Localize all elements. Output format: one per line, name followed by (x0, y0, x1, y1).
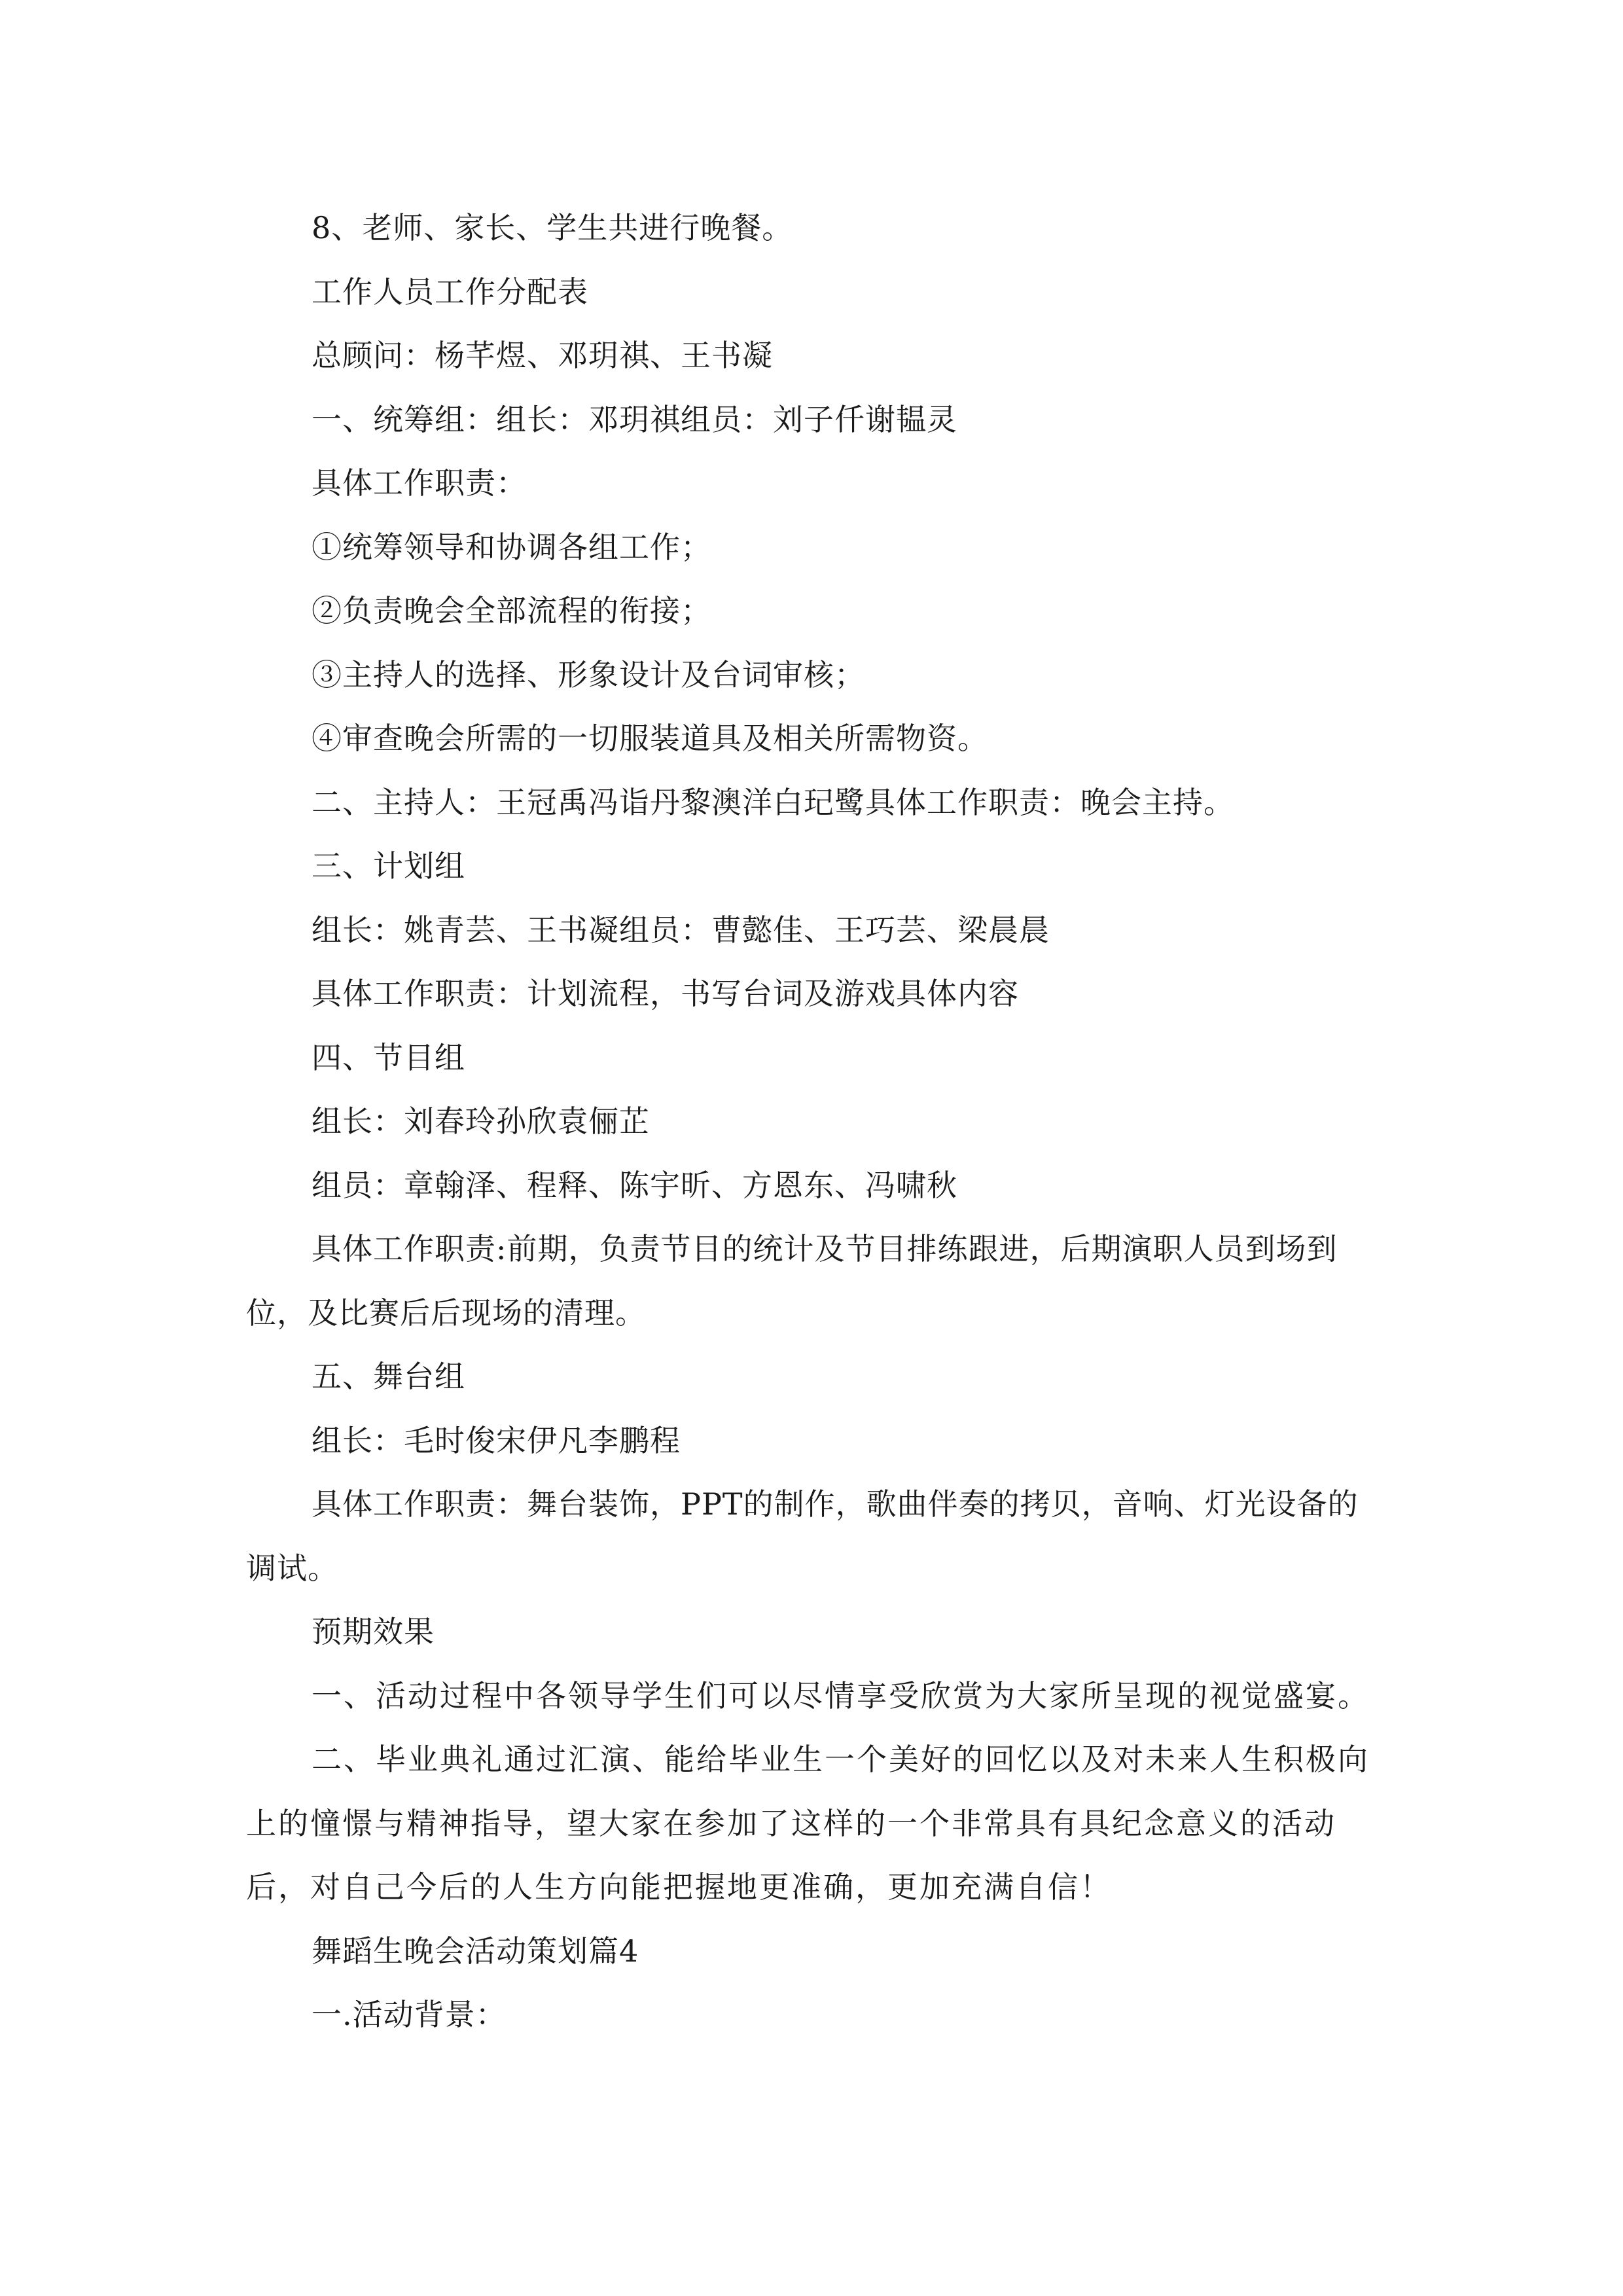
paragraph: 一、统筹组：组长：邓玥祺组员：刘子仟谢韫灵 (312, 401, 957, 437)
paragraph: ③主持人的选择、形象设计及台词审核； (312, 656, 865, 692)
paragraph: 三、计划组 (312, 848, 465, 884)
paragraph: ④审查晚会所需的一切服装道具及相关所需物资。 (312, 721, 988, 756)
paragraph: 二、主持人：王冠禹冯诣丹黎澳洋白玘鹭具体工作职责：晚会主持。 (312, 784, 1234, 820)
paragraph: 舞蹈生晚会活动策划篇4 (312, 1933, 639, 1969)
paragraph: 总顾问：杨芊煜、邓玥祺、王书凝 (312, 338, 773, 373)
paragraph: 组长：姚青芸、王书凝组员：曹懿佳、王巧芸、梁晨晨 (312, 912, 1050, 948)
paragraph: 具体工作职责:前期，负责节目的统计及节目排练跟进，后期演职人员到场到位，及比赛后后现场的清理。 (246, 1231, 1338, 1331)
paragraph: 一.活动背景： (312, 1997, 507, 2032)
paragraph: 二、毕业典礼通过汇演、能给毕业生一个美好的回忆以及对未来人生积极向上的憧憬与精神指导，望大家在参加了这样的一个非常具有具纪念意义的活动后，对自己今后的人生方向能把握地更准确，更加充满自信！ (246, 1742, 1370, 1905)
paragraph: 五、舞台组 (312, 1359, 465, 1394)
paragraph: 具体工作职责：舞台装饰，PPT的制作，歌曲伴奏的拷贝，音响、灯光设备的调试。 (246, 1486, 1359, 1586)
paragraph: 四、节目组 (312, 1039, 465, 1075)
paragraph: 8、老师、家长、学生共进行晚餐。 (312, 210, 793, 245)
paragraph: ①统筹领导和协调各组工作； (312, 529, 711, 565)
paragraph: 具体工作职责：计划流程，书写台词及游戏具体内容 (312, 976, 1019, 1011)
document-body (246, 196, 1385, 2047)
paragraph: 组长：刘春玲孙欣袁俪芷 (312, 1103, 650, 1139)
paragraph: 一、活动过程中各领导学生们可以尽情享受欣赏为大家所呈现的视觉盛宴。 (312, 1677, 1370, 1713)
paragraph: 工作人员工作分配表 (312, 274, 588, 310)
paragraph: 组员：章翰泽、程释、陈宇昕、方恩东、冯啸秋 (312, 1167, 957, 1203)
paragraph: 组长：毛时俊宋伊凡李鹏程 (312, 1422, 681, 1458)
paragraph: 预期效果 (312, 1614, 435, 1649)
paragraph: ②负责晚会全部流程的衔接； (312, 593, 711, 628)
paragraph: 具体工作职责： (312, 465, 527, 501)
